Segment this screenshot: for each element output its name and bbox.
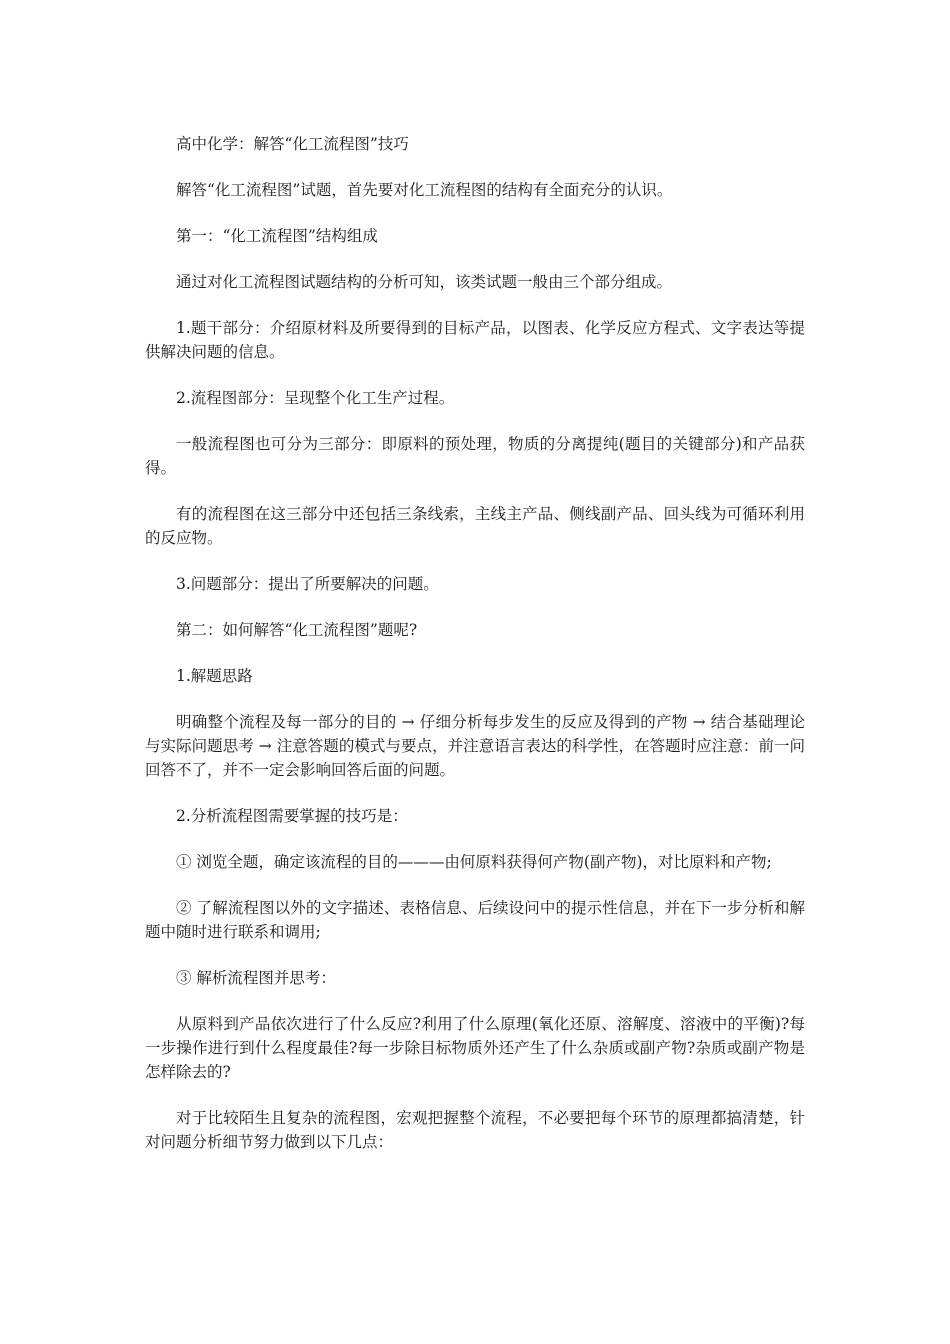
- paragraph: 一般流程图也可分为三部分：即原料的预处理，物质的分离提纯(题目的关键部分)和产品获得。: [145, 435, 805, 477]
- list-item: ③ 解析流程图并思考：: [176, 969, 336, 987]
- paragraph: 对于比较陌生且复杂的流程图，宏观把握整个流程，不必要把每个环节的原理都搞清楚，针对问题分析细节努力做到以下几点：: [145, 1109, 805, 1151]
- list-item: ② 了解流程图以外的文字描述、表格信息、后续设问中的提示性信息，并在下一步分析和解题中随时进行联系和调用;: [145, 899, 805, 941]
- paragraph: 从原料到产品依次进行了什么反应?利用了什么原理(氧化还原、溶解度、溶液中的平衡)?每一步操作进行到什么程度最佳?每一步除目标物质外还产生了什么杂质或副产物?杂质或副产物是怎样除去的?: [145, 1015, 805, 1081]
- intro-paragraph: 解答“化工流程图”试题，首先要对化工流程图的结构有全面充分的认识。: [176, 181, 673, 199]
- document-title: 高中化学：解答“化工流程图”技巧: [176, 135, 409, 153]
- paragraph: 通过对化工流程图试题结构的分析可知，该类试题一般由三个部分组成。: [176, 273, 673, 291]
- section-heading-2: 第二：如何解答“化工流程图”题呢?: [176, 621, 418, 639]
- list-item: 2.分析流程图需要掌握的技巧是：: [176, 807, 408, 825]
- list-item: 2.流程图部分：呈现整个化工生产过程。: [176, 389, 455, 407]
- list-item: 3.问题部分：提出了所要解决的问题。: [176, 575, 439, 593]
- list-item: 1.解题思路: [176, 667, 253, 685]
- section-heading-1: 第一：“化工流程图”结构组成: [176, 227, 378, 245]
- paragraph: 有的流程图在这三部分中还包括三条线索，主线主产品、侧线副产品、回头线为可循环利用的反应物。: [145, 505, 805, 547]
- paragraph: 明确整个流程及每一部分的目的 → 仔细分析每步发生的反应及得到的产物 → 结合基础理论与实际问题思考 → 注意答题的模式与要点，并注意语言表达的科学性，在答题时应注意：前一问回答不了，并不一定会影响回答后面的问题。: [145, 713, 805, 779]
- list-item: ① 浏览全题，确定该流程的目的———由何原料获得何产物(副产物)，对比原料和产物;: [176, 853, 772, 871]
- list-item: 1.题干部分：介绍原材料及所要得到的目标产品，以图表、化学反应方程式、文字表达等提供解决问题的信息。: [145, 319, 805, 361]
